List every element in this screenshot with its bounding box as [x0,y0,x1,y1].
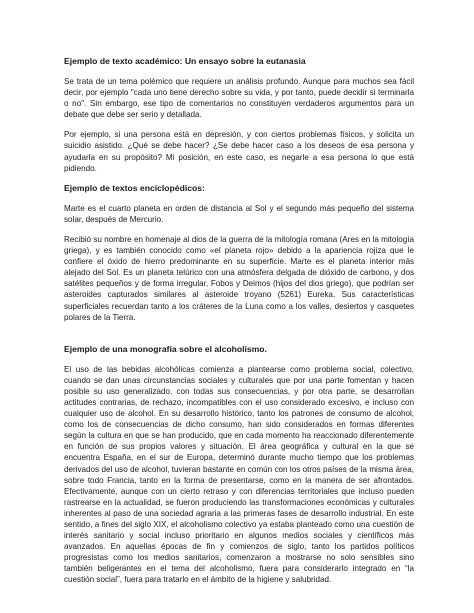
spacer [64,332,414,344]
section-heading: Ejemplo de textos enciclopédicos: [64,182,205,193]
section-heading: Ejemplo de texto académico: Un ensayo sobre la eutanasia [64,56,306,66]
section-essay [64,56,414,174]
paragraph: Por ejemplo, si una persona está en depresión, y con ciertos problemas físicos, y solicita un suicidio asistido. ¿Qué se debe hacer? ¿Se debe hacer caso a los deseos de esa persona y ayudarla en su propósito? Mi posición, en este caso, es negarle a esa persona lo que está pidiendo. [64,130,414,173]
paragraph: Se trata de un tema polémico que requiere un análisis profundo. Aunque para muchos sea fácil decir, por ejemplo "cada uno tiene derecho sobre su vida, y por tanto, puede decidir si terminarla o no". Sin embargo, ese tipo de comentarios no constituyen verdaderos argumentos para un debate que debe ser serio y detallada. [64,77,414,120]
paragraph: Recibió su nombre en homenaje al dios de la guerra de la mitología romana (Ares en la mitología griega), y es también conocido como «el planeta rojo» debido a la apariencia rojiza que le confiere el óxido de hierro predominante en su superficie. Marte es el planeta interior más alejado del Sol. Es un planeta telúrico con una atmósfera delgada de dióxido de carbono, y dos satélites pequeños y de forma irregular, Fobos y Deimos (hijos del dios griego), que podrían ser asteroides capturados similares al asteroide troyano (5261) Eureka. Sus características superficiales recuerdan tanto a los cráteres de la Luna como a los valles, desiertos y casquetes polares de la Tierra. [64,234,414,322]
section-monograph [64,344,414,586]
paragraph: El uso de las bebidas alcohólicas comienza a plantearse como problema social, colectivo, cuando se dan unas circunstancias sociales y culturales que por una parte fomentan y hacen posible su uso generalizado, con todas sus consecuencias, y por otra parte, se desarrollan actitudes contrarias, de rechazo, incompatibles con el uso considerado excesivo, e incluso con cualquier uso de alcohol. En su desarrollo histórico, tanto los patrones de consumo de alcohol, como los de consecuencias de dicho consumo, han sido considerados en formas diferentes según la cultura en que se han producido, que en cada momento ha reaccionado diferentemente en función de sus propios valores y situación. El área geográfica y cultural en la que se encuentra España, en el sur de Europa, determinó durante mucho tiempo que los problemas derivados del uso de alcohol, tuvieran bastante en común con los otros países de la misma área, sobre todo Francia, tanto en la forma de presentarse, como en la manera de ser afrontados. Efectivamente, aunque con un cierto retraso y con diferencias territoriales que incluso pueden rastrearse en la actualidad, se fueron produciendo las transformaciones económicas y culturales inherentes al paso de una sociedad agraria a las primeras fases de desarrollo industrial. En este sentido, a fines del siglo XIX, el alcoholismo colectivo ya estaba planteado como una cuestión de interés sanitario y social incluso prioritario en algunos medios sociales y científicos más avanzados. En aquellas épocas de fin y comienzos de siglo, tanto los partidos políticos progresistas como los medios sanitarios, comenzaron a mostrarse no solo sensibles sino también beligerantes en el tema del alcoholismo, fuera para considerarlo integrado en “la cuestión social”, fuera para tratarlo en el ámbito de la higiene y salubridad. [64,364,414,585]
section-encyclopedic [64,183,414,323]
section-heading: Ejemplo de una monografía sobre el alcoholismo. [64,343,267,354]
paragraph: Marte es el cuarto planeta en orden de distancia al Sol y el segundo más pequeño del sistema solar, después de Mercurio. [64,203,414,224]
